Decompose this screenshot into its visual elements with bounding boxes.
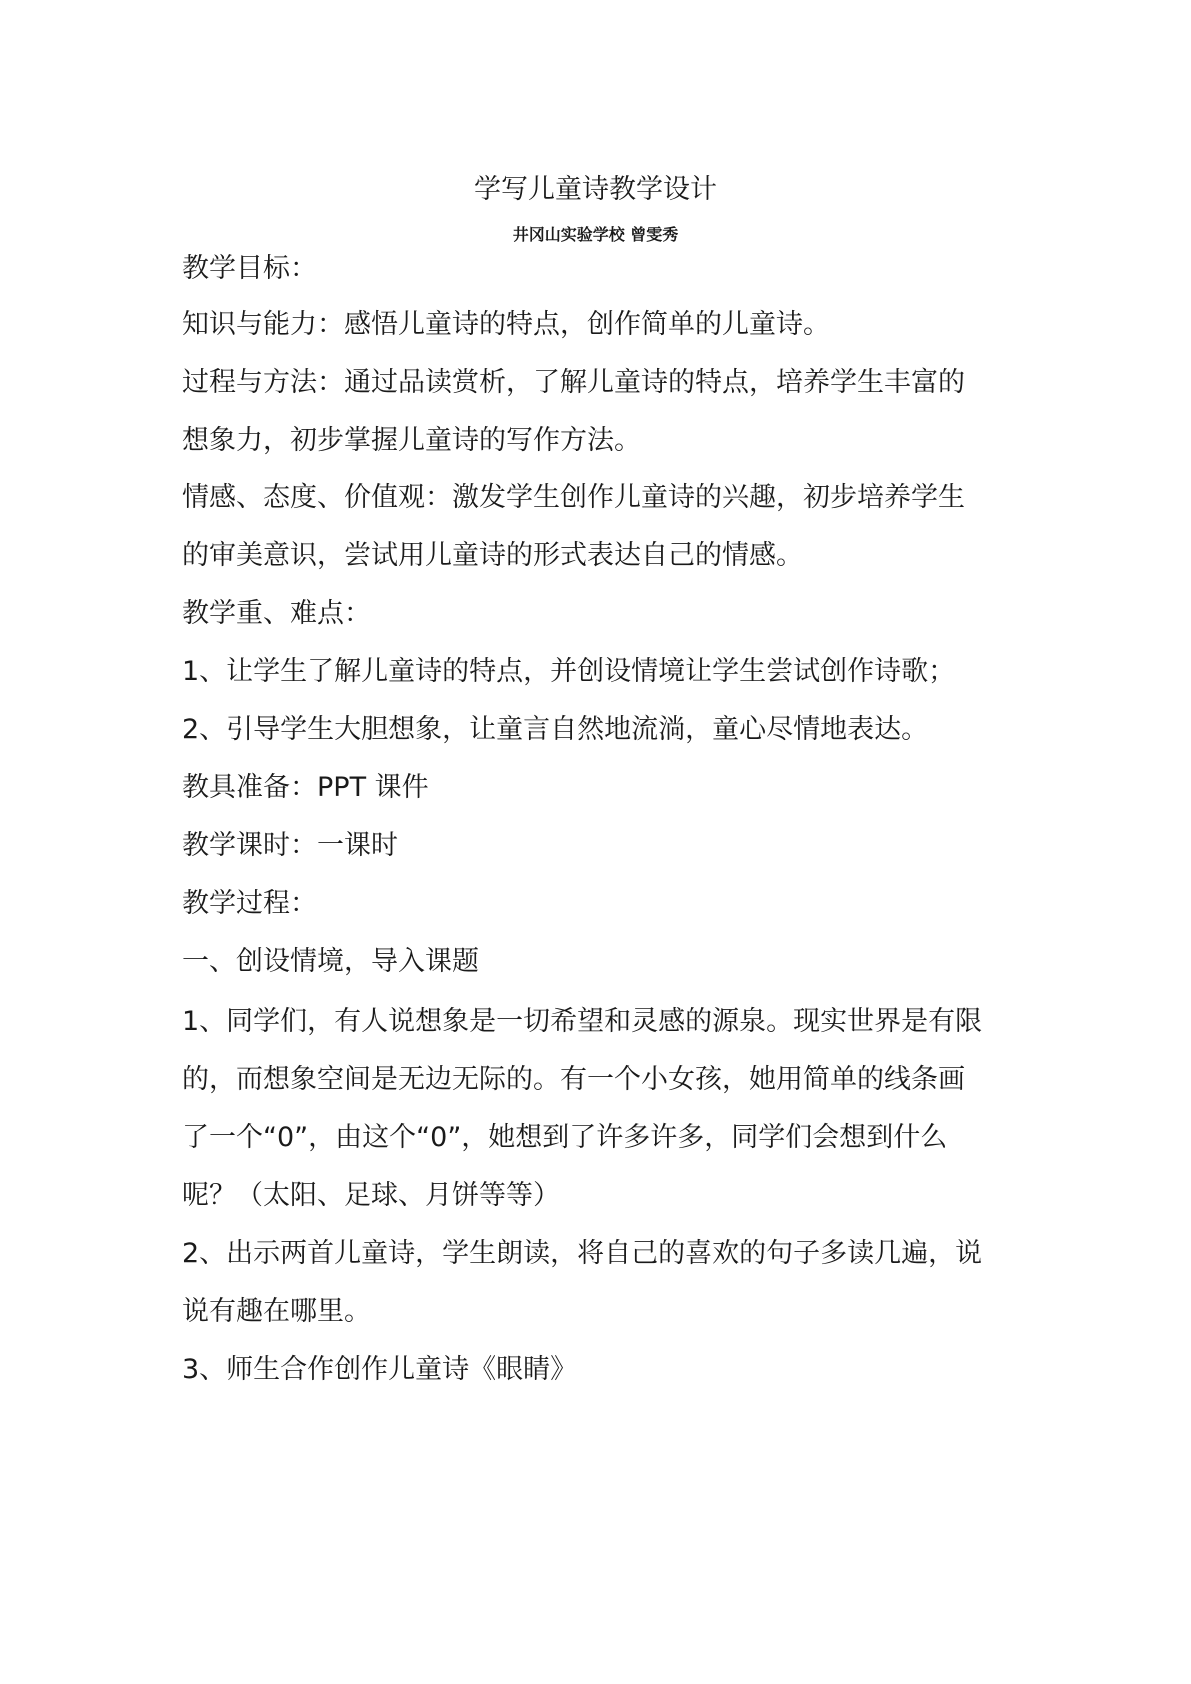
paragraph-line: 说有趣在哪里。: [182, 1296, 371, 1327]
paragraph-line: 2、引导学生大胆想象，让童言自然地流淌，童心尽情地表达。: [182, 714, 929, 745]
paragraph-line: 的，而想象空间是无边无际的。有一个小女孩，她用简单的线条画: [182, 1064, 965, 1095]
paragraph-line: 的审美意识，尝试用儿童诗的形式表达自己的情感。: [182, 540, 803, 571]
paragraph-line: 想象力，初步掌握儿童诗的写作方法。: [182, 425, 641, 456]
paragraph-line: 知识与能力：感悟儿童诗的特点，创作简单的儿童诗。: [182, 309, 830, 340]
paragraph-line: 情感、态度、价值观：激发学生创作儿童诗的兴趣，初步培养学生: [182, 482, 965, 513]
paragraph-line: 1、让学生了解儿童诗的特点，并创设情境让学生尝试创作诗歌；: [182, 656, 956, 687]
section-heading-key-points: 教学重、难点：: [182, 598, 371, 629]
paragraph-line: 教具准备：PPT 课件: [182, 772, 429, 803]
paragraph-line: 了一个“0”，由这个“0”，她想到了许多许多，同学们会想到什么: [182, 1122, 948, 1153]
document-title: 学写儿童诗教学设计: [474, 174, 717, 205]
paragraph-line: 教学课时：一课时: [182, 830, 398, 861]
paragraph-line: 2、出示两首儿童诗，学生朗读，将自己的喜欢的句子多读几遍，说: [182, 1238, 983, 1269]
section-heading-process: 教学过程：: [182, 888, 317, 919]
section-heading-objectives: 教学目标：: [182, 253, 317, 284]
paragraph-line: 过程与方法：通过品读赏析，了解儿童诗的特点，培养学生丰富的: [182, 367, 965, 398]
paragraph-line: 1、同学们，有人说想象是一切希望和灵感的源泉。现实世界是有限: [182, 1006, 983, 1037]
paragraph-line: 呢？（太阳、足球、月饼等等）: [182, 1180, 560, 1211]
document-author: 井冈山实验学校 曾雯秀: [512, 225, 679, 244]
subsection-heading: 一、创设情境，导入课题: [182, 946, 479, 977]
paragraph-line: 3、师生合作创作儿童诗《眼睛》: [182, 1354, 578, 1385]
